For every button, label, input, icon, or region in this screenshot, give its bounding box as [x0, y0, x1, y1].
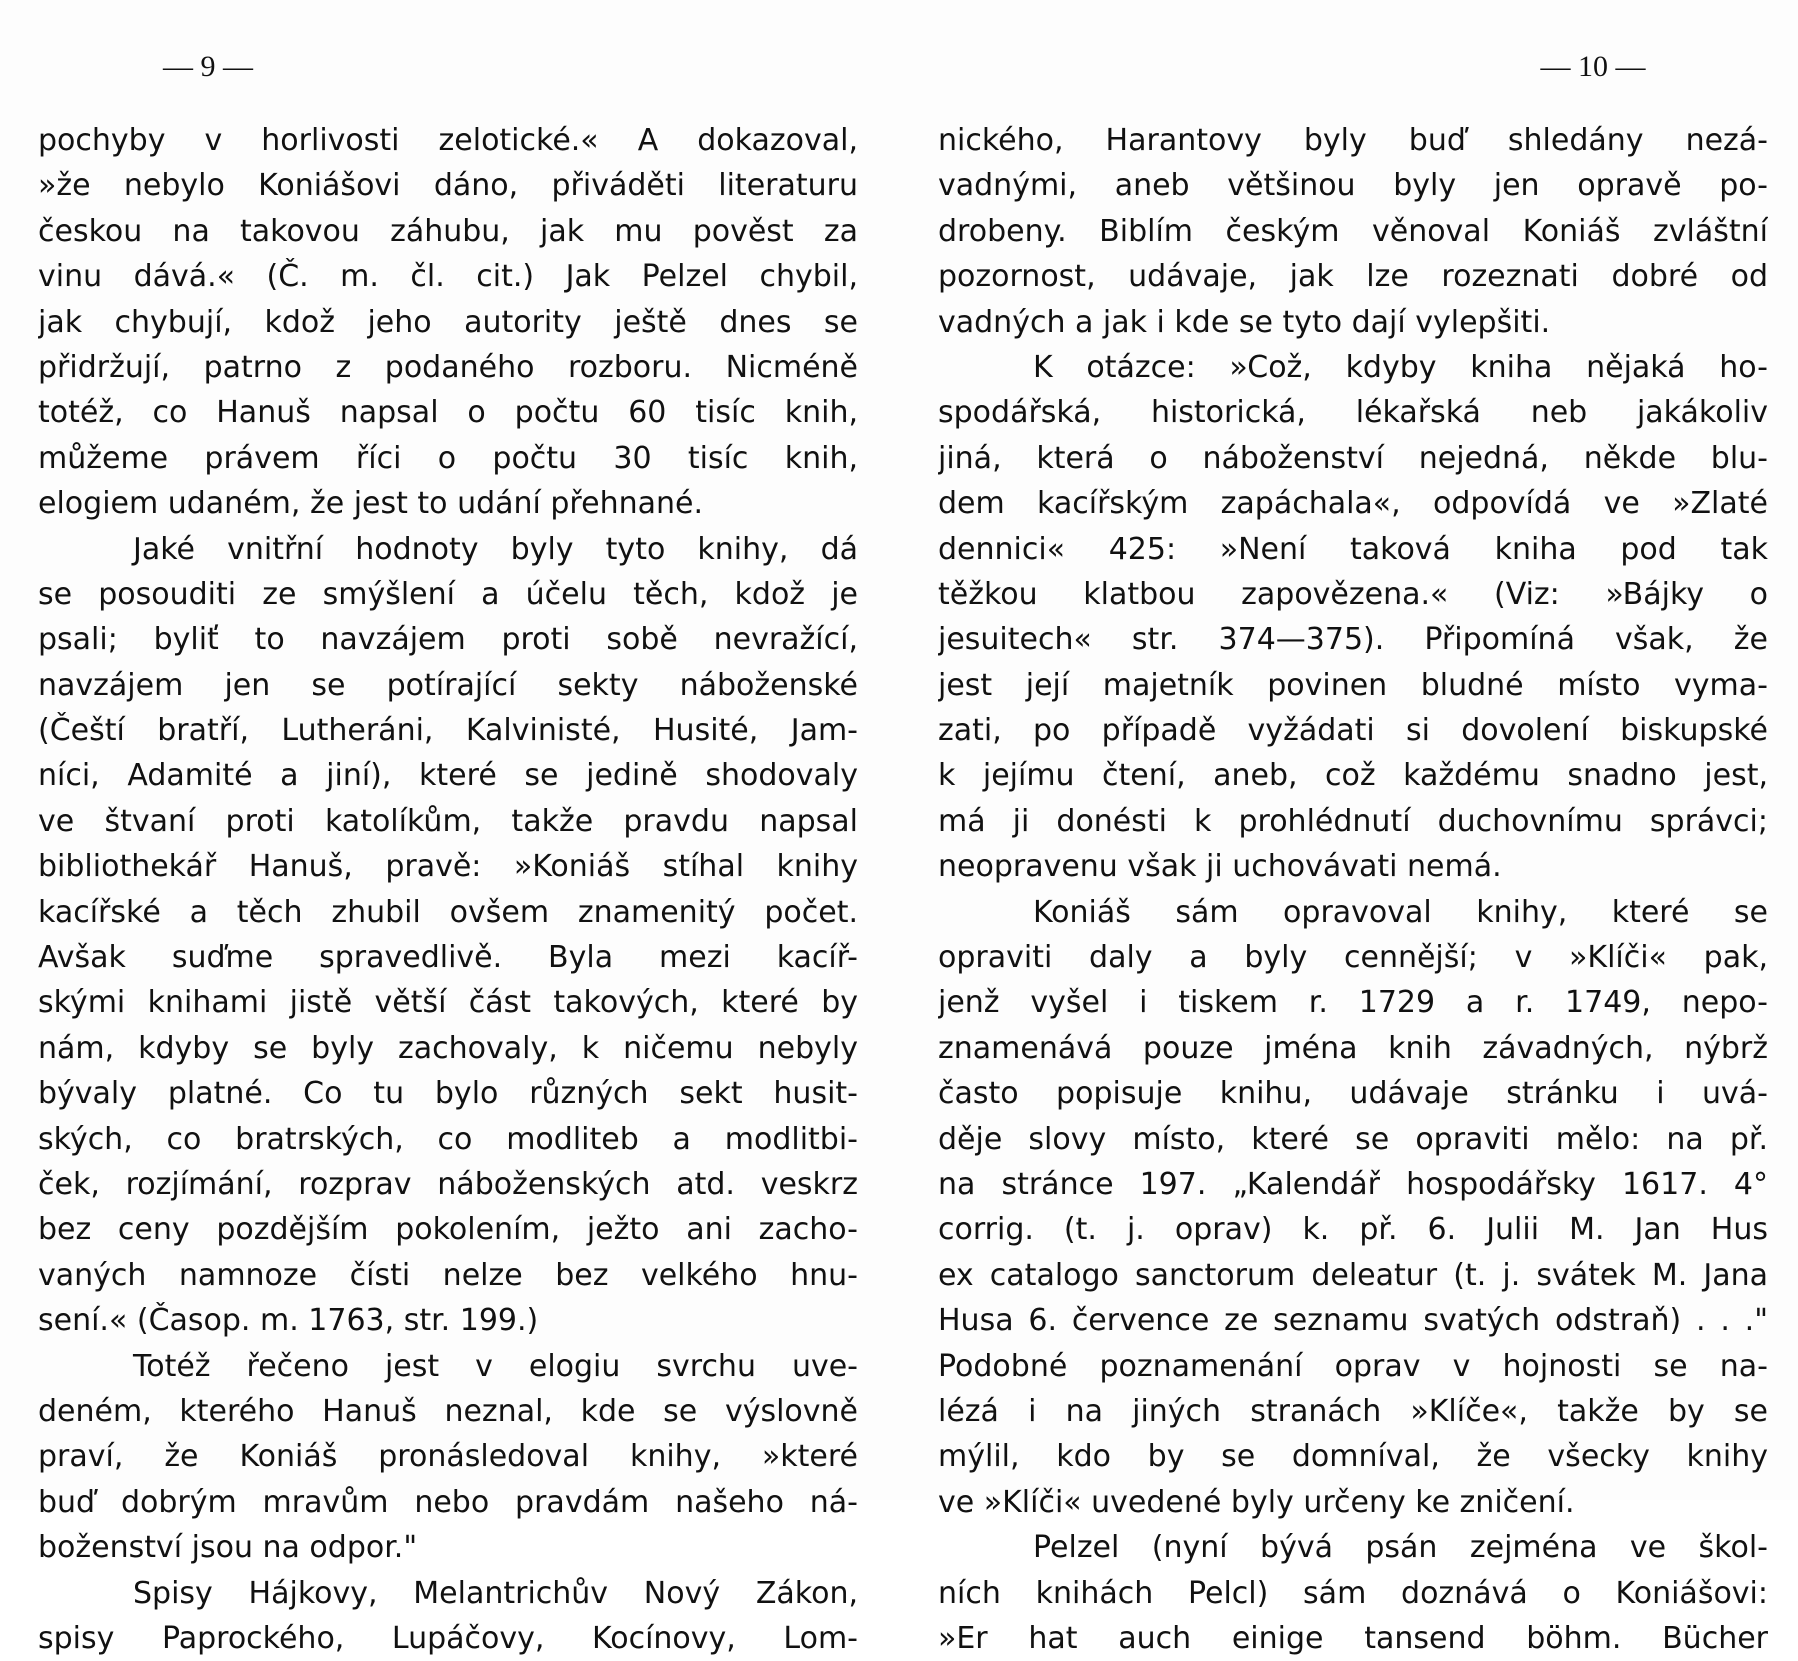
text-line: můžeme právem říci o počtu 30 tisíc knih,: [38, 440, 858, 476]
text-line: Totéž řečeno jest v elogiu svrchu uve-: [133, 1348, 858, 1384]
text-line: k jejímu čtení, aneb, což každému snadno jest,: [938, 758, 1768, 794]
page-number: — 10 —: [1540, 50, 1646, 83]
text-line: těžkou klatbou zapovězena.« (Viz: »Bájky o: [938, 576, 1768, 612]
text-line: Jaké vnitřní hodnoty byly tyto knihy, dá: [133, 531, 858, 567]
text-line: praví, že Koniáš pronásledoval knihy, »které: [38, 1439, 858, 1475]
text-line: jest její majetník povinen bludné místo vyma-: [938, 667, 1768, 703]
text-line: skými knihami jistě větší část takových, které by: [38, 985, 858, 1021]
text-line: Pelzel (nyní bývá psán zejména ve škol-: [1033, 1530, 1768, 1566]
text-line: kacířské a těch zhubil ovšem znamenitý počet.: [38, 894, 858, 930]
text-line: ve »Klíči« uvedené byly určeny ke zničení.: [938, 1484, 1575, 1520]
left-page: [38, 0, 858, 1656]
text-line: spodářská, historická, lékařská neb jakákoliv: [938, 395, 1768, 431]
text-line: drobeny. Biblím českým věnoval Koniáš zvláštní: [938, 213, 1768, 249]
text-line: přidržují, patrno z podaného rozboru. Nicméně: [38, 349, 858, 385]
text-line: »Er hat auch einige tansend böhm. Bücher: [938, 1620, 1768, 1656]
text-line: (Čeští bratří, Lutheráni, Kalvinisté, Husité, Jam-: [38, 713, 858, 749]
text-line: corrig. (t. j. oprav) k. př. 6. Julii M. Jan Hus: [938, 1212, 1768, 1248]
text-line: jak chybují, kdož jeho autority ještě dnes se: [38, 304, 858, 340]
text-line: znamenává pouze jména knih závadných, nýbrž: [938, 1030, 1768, 1066]
text-line: elogiem udaném, že jest to udání přehnané.: [38, 486, 703, 522]
right-page: [938, 0, 1768, 1656]
text-line: vadných a jak i kde se tyto dají vylepšiti.: [938, 304, 1551, 340]
text-line: dem kacířským zapáchala«, odpovídá ve »Zlaté: [938, 486, 1768, 522]
text-line: ve štvaní proti katolíkům, takže pravdu napsal: [38, 803, 858, 839]
text-line: Podobné poznamenání oprav v hojnosti se na-: [938, 1348, 1768, 1384]
text-line: buď dobrým mravům nebo pravdám našeho ná-: [38, 1484, 858, 1520]
text-line: se posouditi ze smýšlení a účelu těch, kdož je: [38, 576, 858, 612]
text-line: Husa 6. července ze seznamu svatých odstraň) . . .": [938, 1303, 1768, 1339]
text-line: jesuitech« str. 374—375). Připomíná však, že: [938, 622, 1768, 658]
text-line: »že nebylo Koniášovi dáno, přiváděti literaturu: [38, 168, 858, 204]
text-line: nického, Harantovy byly buď shledány nezá-: [938, 123, 1768, 158]
text-line: bývaly platné. Co tu bylo různých sekt husit-: [38, 1076, 858, 1112]
text-line: jiná, která o náboženství nejedná, někde blu-: [938, 440, 1768, 476]
text-line: pozornost, udávaje, jak lze rozeznati dobré od: [938, 259, 1768, 295]
text-line: bibliothekář Hanuš, pravě: »Koniáš stíhal knihy: [38, 849, 858, 885]
text-line: ních knihách Pelcl) sám doznává o Koniášovi:: [938, 1575, 1768, 1611]
text-line: níci, Adamité a jiní), které se jedině shodovaly: [38, 758, 858, 794]
text-line: sení.« (Časop. m. 1763, str. 199.): [38, 1303, 539, 1339]
text-line: mýlil, kdo by se domníval, že všecky knihy: [938, 1439, 1768, 1475]
text-line: neopravenu však ji uchovávati nemá.: [938, 849, 1502, 885]
text-line: dennici« 425: »Není taková kniha pod tak: [938, 531, 1768, 567]
text-line: lézá i na jiných stranách »Klíče«, takže by se: [938, 1393, 1768, 1429]
text-line: zati, po případě vyžádati si dovolení biskupské: [938, 713, 1768, 749]
text-line: Koniáš sám opravoval knihy, které se: [1033, 894, 1768, 930]
text-line: bez ceny pozdějším pokolením, ježto ani zacho-: [38, 1212, 858, 1248]
text-line: nám, kdyby se byly zachovaly, k ničemu nebyly: [38, 1030, 858, 1066]
text-line: pochyby v horlivosti zelotické.« A dokazoval,: [38, 123, 858, 158]
page-body: [938, 118, 1768, 1661]
text-line: českou na takovou záhubu, jak mu pověst za: [38, 213, 858, 249]
text-line: často popisuje knihu, udávaje stránku i uvá-: [938, 1076, 1768, 1112]
text-line: ček, rozjímání, rozprav náboženských atd. veskrz: [38, 1166, 858, 1202]
text-line: deném, kterého Hanuš neznal, kde se výslovně: [38, 1393, 858, 1429]
text-line: na stránce 197. „Kalendář hospodářsky 1617. 4°: [938, 1166, 1768, 1202]
text-line: ex catalogo sanctorum deleatur (t. j. svátek M. Jana: [938, 1257, 1768, 1293]
text-line: boženství jsou na odpor.": [38, 1530, 418, 1566]
page-body: [38, 118, 858, 1661]
text-line: K otázce: »Což, kdyby kniha nějaká ho-: [1033, 349, 1768, 385]
text-line: Spisy Hájkovy, Melantrichův Nový Zákon,: [133, 1575, 858, 1611]
text-line: děje slovy místo, které se opraviti mělo: na př.: [938, 1121, 1768, 1157]
text-line: vinu dává.« (Č. m. čl. cit.) Jak Pelzel chybil,: [38, 259, 858, 295]
text-line: má ji donésti k prohlédnutí duchovnímu správci;: [938, 803, 1768, 839]
text-line: totéž, co Hanuš napsal o počtu 60 tisíc knih,: [38, 395, 858, 431]
text-line: vaných namnoze čísti nelze bez velkého hnu-: [38, 1257, 858, 1293]
page-number: — 9 —: [163, 50, 253, 83]
text-line: psali; byliť to navzájem proti sobě nevražící,: [38, 622, 858, 658]
text-line: ských, co bratrských, co modliteb a modlitbi-: [38, 1121, 858, 1157]
text-line: Avšak suďme spravedlivě. Byla mezi kacíř-: [38, 940, 858, 976]
text-line: vadnými, aneb většinou byly jen opravě po-: [938, 168, 1768, 204]
text-line: navzájem jen se potírající sekty náboženské: [38, 667, 858, 703]
text-line: jenž vyšel i tiskem r. 1729 a r. 1749, nepo-: [938, 985, 1768, 1021]
text-line: spisy Paprockého, Lupáčovy, Kocínovy, Lom-: [38, 1620, 858, 1656]
text-line: opraviti daly a byly cennější; v »Klíči« pak,: [938, 940, 1768, 976]
